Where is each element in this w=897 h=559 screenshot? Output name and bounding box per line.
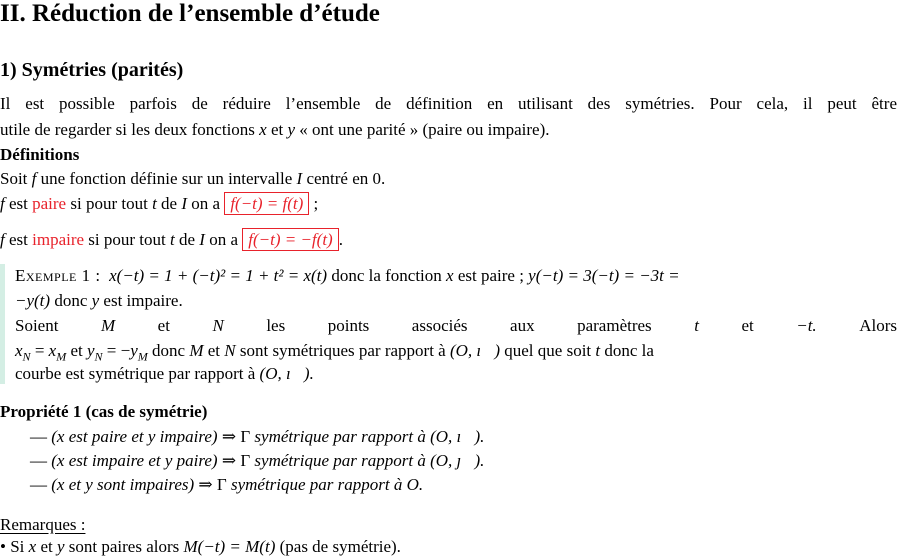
impaire-term: impaire xyxy=(32,230,85,249)
section-title: II. Réduction de l’ensemble d’étude xyxy=(0,0,380,27)
example-line-5: courbe est symétrique par rapport à (O, ı⃗). xyxy=(15,364,314,383)
example-label: Exemple 1 : xyxy=(15,266,101,285)
property-item-1: — (x est paire et y impaire) ⇒ Γ symétrique par rapport à (O, ı⃗). xyxy=(30,427,485,446)
example-line-3: Soient M et N les points associés aux paramètres t et −t. Alors xyxy=(15,316,897,335)
subsection-title: 1) Symétries (parités) xyxy=(0,59,184,81)
property-item-2: — (x est impaire et y paire) ⇒ Γ symétrique par rapport à (O, ȷ⃗). xyxy=(30,451,485,470)
property-heading: Propriété 1 (cas de symétrie) xyxy=(0,402,208,421)
property-item-3: — (x et y sont impaires) ⇒ Γ symétrique par rapport à O. xyxy=(30,475,424,494)
definition-intro: Soit f une fonction définie sur un intervalle I centré en 0. xyxy=(0,169,386,188)
example-block xyxy=(0,264,897,384)
remarks-heading: Remarques : xyxy=(0,515,86,534)
intro-line-1: Il est possible parfois de réduire l’ensemble de définition en utilisant des symétries. Pour cela, il peut être xyxy=(0,94,897,113)
definition-paire: f est paire si pour tout t de I on a f(−t) = f(t) ; xyxy=(0,194,319,213)
example-line-2: −y(t) donc y est impaire. xyxy=(15,291,183,310)
impaire-formula-box: f(−t) = −f(t) xyxy=(242,228,338,251)
paire-term: paire xyxy=(32,194,67,213)
example-line-4: $x_N = x_M$ et $y_N = -y_M$ donc M et N sont symétriques par rapport à (O, ı⃗) quel que soit t donc la xyxy=(15,341,654,364)
example-line-1: Exemple 1 : x(−t) = 1 + (−t)² = 1 + t² = x(t) donc la fonction x est paire ; y(−t) = 3(−t) = −3t = xyxy=(15,266,680,285)
paire-formula-box: f(−t) = f(t) xyxy=(224,192,309,215)
intro-line-2: utile de regarder si les deux fonctions x et y « ont une parité » (paire ou impaire). xyxy=(0,120,550,139)
remark-item-1: • Si x et y sont paires alors M(−t) = M(t) (pas de symétrie). xyxy=(0,537,401,556)
definitions-heading: Définitions xyxy=(0,145,80,164)
example-sidebar xyxy=(0,264,5,384)
bullet-icon: • xyxy=(0,537,6,556)
definition-impaire: f est impaire si pour tout t de I on a f(−t) = −f(t) . xyxy=(0,230,343,249)
